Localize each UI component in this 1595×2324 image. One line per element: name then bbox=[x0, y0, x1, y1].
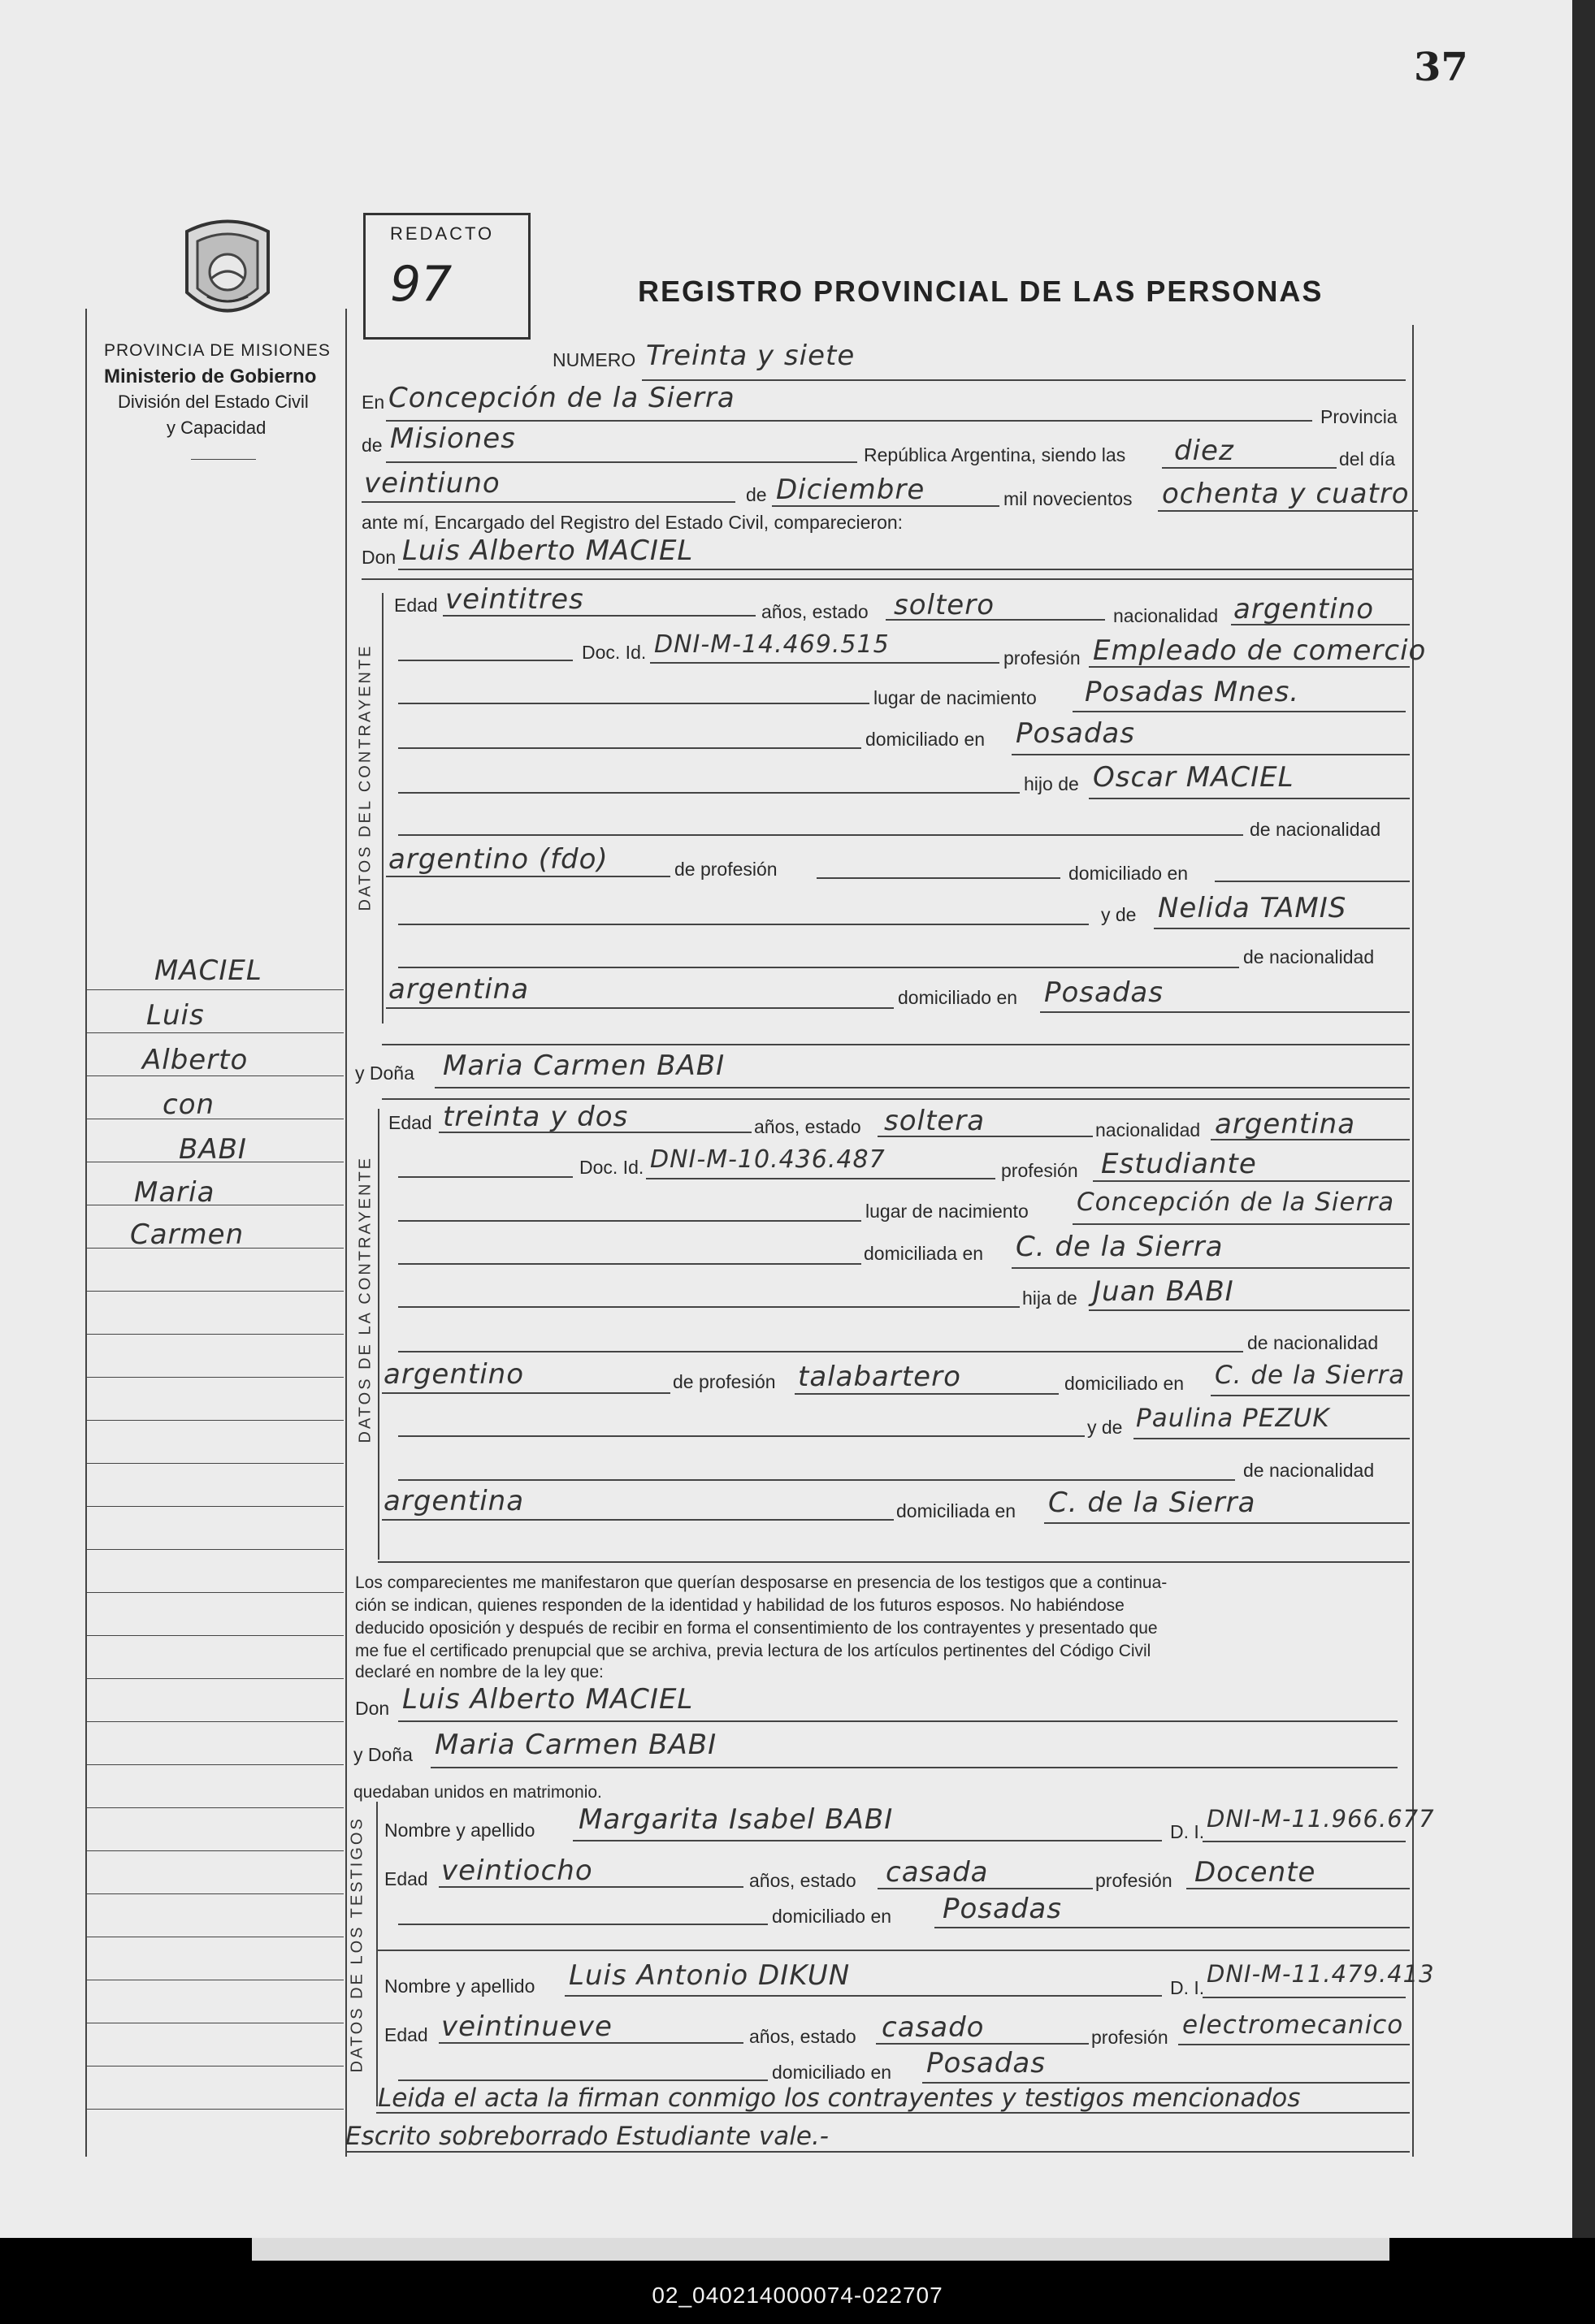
bride-rule bbox=[382, 1098, 1410, 1100]
w2-prof-label: profesión bbox=[1091, 2027, 1168, 2048]
groom-hijo-pre-line bbox=[398, 792, 1020, 794]
bride-padre-line bbox=[1089, 1309, 1410, 1311]
index-rule bbox=[85, 1291, 344, 1292]
redacto-handwriting: 97 bbox=[390, 256, 453, 313]
index-name-6: Maria bbox=[134, 1176, 215, 1209]
w2-nombre: Luis Antonio DIKUN bbox=[569, 1959, 851, 1992]
bride-madre: Paulina PEZUK bbox=[1136, 1404, 1330, 1433]
groom-hijo-label: hijo de bbox=[1024, 773, 1079, 794]
bride-y-de-label: y de bbox=[1087, 1417, 1123, 1438]
bride-padre-dom-line bbox=[1211, 1395, 1410, 1396]
decl-bride-line bbox=[431, 1767, 1398, 1768]
bride-lugar-label: lugar de nacimiento bbox=[865, 1201, 1029, 1222]
bride-hija-pre-line bbox=[398, 1306, 1020, 1308]
groom-dom-pre-line bbox=[398, 747, 861, 749]
groom-y-de-label: y de bbox=[1101, 904, 1137, 925]
page-title: REGISTRO PROVINCIAL DE LAS PERSONAS bbox=[638, 275, 1324, 308]
bride-side-label: DATOS DE LA CONTRAYENTE bbox=[356, 1155, 375, 1443]
mil-label: mil novecientos bbox=[1003, 488, 1133, 509]
bride-estado-label: años, estado bbox=[754, 1116, 861, 1137]
index-rule bbox=[85, 1764, 344, 1765]
month-value: Diciembre bbox=[776, 474, 925, 506]
closing-line-1-rule bbox=[376, 2112, 1410, 2114]
groom-block-frame bbox=[382, 593, 384, 1024]
bride-padre: Juan BABI bbox=[1093, 1275, 1234, 1308]
bride-padre-nac-line bbox=[382, 1392, 670, 1394]
right-frame bbox=[1412, 325, 1414, 2157]
bride-padre-dom: C. de la Sierra bbox=[1215, 1361, 1406, 1390]
bride-madre-nac: argentina bbox=[384, 1485, 525, 1517]
w2-nombre-label: Nombre y apellido bbox=[384, 1976, 535, 1997]
index-rule bbox=[85, 1721, 344, 1722]
place-value: Concepción de la Sierra bbox=[388, 382, 735, 414]
index-rule bbox=[85, 1549, 344, 1550]
bride-doc: DNI-M-10.436.487 bbox=[650, 1145, 886, 1174]
bride-edad-line bbox=[439, 1132, 752, 1133]
index-name-4: con bbox=[163, 1088, 215, 1121]
numero-label: NUMERO bbox=[553, 349, 636, 370]
groom-madre-line bbox=[1154, 928, 1410, 929]
w2-prof-line bbox=[1178, 2044, 1410, 2045]
month-line bbox=[772, 505, 999, 507]
bride-name: Maria Carmen BABI bbox=[443, 1049, 726, 1082]
w2-estado-line bbox=[876, 2043, 1089, 2045]
groom-madre-nac-pre-line bbox=[398, 967, 1239, 968]
unidos-text: quedaban unidos en matrimonio. bbox=[353, 1783, 602, 1802]
groom-edad-label: Edad bbox=[394, 595, 438, 616]
day-value: veintiuno bbox=[364, 467, 501, 500]
groom-end-rule bbox=[382, 1044, 1410, 1045]
w1-edad-line bbox=[439, 1886, 743, 1888]
bride-dom-en-label-2: domiciliada en bbox=[896, 1500, 1016, 1521]
day-line bbox=[362, 501, 735, 503]
groom-dom-line bbox=[1012, 754, 1410, 755]
hour-value: diez bbox=[1174, 435, 1234, 467]
w1-estado-line bbox=[878, 1888, 1093, 1889]
en-label: En bbox=[362, 392, 385, 413]
index-rule bbox=[85, 1635, 344, 1636]
index-rule bbox=[85, 1506, 344, 1507]
bride-profesion: Estudiante bbox=[1101, 1148, 1257, 1180]
sidebar-ministry: Ministerio de Gobierno bbox=[104, 366, 317, 387]
w1-dom-label: domiciliado en bbox=[772, 1906, 892, 1927]
groom-doc-pre-line bbox=[398, 660, 573, 661]
index-name-5: BABI bbox=[179, 1133, 247, 1166]
w1-edad-label: Edad bbox=[384, 1868, 428, 1889]
bride-estado: soltera bbox=[884, 1105, 986, 1137]
bride-lugar-line bbox=[1073, 1223, 1410, 1225]
bride-doc-pre-line bbox=[398, 1176, 573, 1178]
index-rule bbox=[85, 1893, 344, 1894]
bride-lugar-pre-line bbox=[398, 1220, 861, 1222]
de-label: de bbox=[362, 435, 383, 456]
groom-padre-line bbox=[1089, 798, 1410, 799]
bride-nac-label: nacionalidad bbox=[1095, 1119, 1201, 1140]
declaration-line-3: deducido oposición y después de recibir en forma el consentimiento de los contrayentes y presentado que bbox=[355, 1619, 1158, 1638]
w2-edad-label: Edad bbox=[384, 2024, 428, 2045]
groom-padre-nac: argentino (fdo) bbox=[388, 843, 609, 876]
groom-estado-label: años, estado bbox=[761, 601, 869, 622]
redacto-stamp bbox=[363, 213, 531, 340]
index-name-3: Alberto bbox=[142, 1044, 249, 1076]
bride-madre-nac-line bbox=[382, 1519, 894, 1521]
groom-don-label: Don bbox=[362, 547, 397, 568]
groom-domicilio: Posadas bbox=[1016, 717, 1135, 750]
redacto-label: REDACTO bbox=[390, 223, 495, 244]
bride-estado-line bbox=[878, 1136, 1093, 1137]
groom-side-label: DATOS DEL CONTRAYENTE bbox=[356, 643, 375, 911]
sidebar-province: PROVINCIA DE MISIONES bbox=[104, 341, 331, 360]
year-value: ochenta y cuatro bbox=[1162, 478, 1410, 510]
groom-de-nac-label-2: de nacionalidad bbox=[1243, 946, 1375, 967]
w1-estado-label: años, estado bbox=[749, 1870, 856, 1891]
w2-edad-line bbox=[439, 2042, 743, 2044]
w1-dom: Posadas bbox=[943, 1893, 1062, 1925]
coat-of-arms-seal bbox=[175, 215, 280, 329]
groom-name-line bbox=[398, 569, 1414, 570]
witness-side-label: DATOS DE LOS TESTIGOS bbox=[348, 1816, 366, 2073]
w1-di-line bbox=[1203, 1841, 1406, 1842]
w1-profesion: Docente bbox=[1194, 1856, 1316, 1889]
bride-dom-en-label: domiciliado en bbox=[1064, 1373, 1185, 1394]
index-rule bbox=[85, 1032, 344, 1033]
decl-dona-label: y Doña bbox=[353, 1744, 413, 1765]
bride-prof-line bbox=[1093, 1180, 1410, 1182]
index-rule bbox=[85, 1420, 344, 1421]
year-line bbox=[1158, 510, 1418, 512]
w1-nombre-label: Nombre y apellido bbox=[384, 1820, 535, 1841]
index-rule bbox=[85, 989, 344, 990]
bride-name-line bbox=[435, 1087, 1410, 1088]
w2-dom-pre-line bbox=[398, 2079, 768, 2081]
groom-dom-label: domiciliado en bbox=[865, 729, 986, 750]
left-frame bbox=[85, 309, 87, 2157]
bride-block-frame bbox=[378, 1109, 379, 1560]
next-page-edge bbox=[252, 2238, 1389, 2261]
bride-madre-dom-line bbox=[1044, 1522, 1410, 1524]
groom-prof-label: profesión bbox=[1003, 647, 1081, 669]
groom-madre-dom: Posadas bbox=[1044, 976, 1164, 1009]
declaration-line-4: me fue el certificado prenupcial que se archiva, previa lectura de los artículos pertinentes del Código Civil bbox=[355, 1642, 1151, 1660]
bride-nac-pre-line bbox=[398, 1351, 1243, 1352]
groom-lugar-line bbox=[1073, 711, 1406, 712]
decl-groom-line bbox=[398, 1720, 1398, 1722]
index-rule bbox=[85, 1463, 344, 1464]
index-rule bbox=[85, 1592, 344, 1593]
index-rule bbox=[85, 1377, 344, 1378]
groom-lugar-label: lugar de nacimiento bbox=[873, 687, 1037, 708]
bride-de-nac-label-2: de nacionalidad bbox=[1243, 1460, 1375, 1481]
groom-nacionalidad: argentino bbox=[1233, 593, 1374, 625]
bride-y-de-pre-line bbox=[398, 1435, 1085, 1437]
w2-estado: casado bbox=[882, 2011, 985, 2044]
groom-rule bbox=[362, 578, 1414, 580]
decl-bride: Maria Carmen BABI bbox=[435, 1729, 717, 1761]
book-spine bbox=[1572, 0, 1595, 2238]
w1-estado: casada bbox=[886, 1856, 989, 1889]
w2-estado-label: años, estado bbox=[749, 2026, 856, 2047]
bride-de-nac-label: de nacionalidad bbox=[1247, 1332, 1379, 1353]
province-line bbox=[386, 461, 857, 463]
index-rule bbox=[85, 1807, 344, 1808]
bride-end-rule bbox=[378, 1561, 1410, 1563]
groom-padre-prof-line bbox=[817, 877, 1060, 879]
bride-edad-label: Edad bbox=[388, 1112, 432, 1133]
index-rule bbox=[85, 1334, 344, 1335]
bride-madre-nac-pre-line bbox=[398, 1479, 1235, 1481]
bride-hija-label: hija de bbox=[1022, 1288, 1077, 1309]
groom-nac-label: nacionalidad bbox=[1113, 605, 1219, 626]
groom-estado-line bbox=[886, 619, 1105, 621]
del-dia-label: del día bbox=[1339, 448, 1396, 470]
groom-padre: Oscar MACIEL bbox=[1093, 761, 1294, 794]
groom-madre-nac-line bbox=[386, 1007, 894, 1009]
province-value: Misiones bbox=[390, 422, 516, 455]
groom-y-de-pre-line bbox=[398, 924, 1089, 925]
bride-padre-prof-line bbox=[795, 1393, 1059, 1395]
groom-nac-pre-line bbox=[398, 834, 1243, 836]
index-rule bbox=[85, 1678, 344, 1679]
hour-line bbox=[1162, 467, 1337, 469]
bride-doc-label: Doc. Id. bbox=[579, 1157, 644, 1178]
groom-profesion: Empleado de comercio bbox=[1093, 634, 1427, 667]
bride-domicilio: C. de la Sierra bbox=[1016, 1231, 1224, 1263]
sidebar-capacity: y Capacidad bbox=[167, 418, 267, 438]
w1-nombre-line bbox=[573, 1840, 1162, 1841]
witness-block-frame bbox=[376, 1802, 378, 2106]
groom-dom-en-label: domiciliado en bbox=[1068, 863, 1189, 884]
groom-padre-dom-line bbox=[1215, 881, 1410, 882]
republica-label: República Argentina, siendo las bbox=[864, 444, 1126, 465]
place-line bbox=[386, 420, 1312, 422]
groom-name: Luis Alberto MACIEL bbox=[402, 534, 694, 567]
declaration-line-1: Los comparecientes me manifestaron que querían desposarse en presencia de los testigos que a continua- bbox=[355, 1573, 1168, 1592]
declaration-line-2: ción se indican, quienes responden de la identidad y habilidad de los futuros esposos. No habiéndose bbox=[355, 1596, 1125, 1615]
bride-edad: treinta y dos bbox=[443, 1101, 629, 1133]
sidebar-division: División del Estado Civil bbox=[118, 392, 309, 412]
w1-di-label: D. I. bbox=[1170, 1821, 1205, 1842]
groom-edad-line bbox=[443, 615, 756, 617]
w2-dom: Posadas bbox=[926, 2047, 1046, 2079]
groom-doc-label: Doc. Id. bbox=[582, 642, 647, 663]
groom-lugar-pre-line bbox=[398, 703, 869, 704]
groom-madre-nac: argentina bbox=[388, 973, 530, 1006]
bride-nac-line bbox=[1211, 1139, 1410, 1140]
scan-filename: 02_040214000074-022707 bbox=[652, 2283, 943, 2308]
w1-nombre: Margarita Isabel BABI bbox=[579, 1803, 894, 1836]
index-rule bbox=[85, 2109, 344, 2110]
groom-dom-en-label-2: domiciliado en bbox=[898, 987, 1018, 1008]
groom-doc: DNI-M-14.469.515 bbox=[654, 630, 890, 659]
w1-edad: veintiocho bbox=[441, 1854, 593, 1887]
bride-madre-dom: C. de la Sierra bbox=[1048, 1487, 1256, 1519]
de-label-2: de bbox=[746, 484, 767, 505]
bride-lugar: Concepción de la Sierra bbox=[1077, 1188, 1395, 1217]
page-number: 37 bbox=[1414, 45, 1468, 90]
bride-padre-prof: talabartero bbox=[798, 1361, 961, 1393]
w2-nombre-line bbox=[565, 1995, 1162, 1997]
decl-don-label: Don bbox=[355, 1698, 390, 1719]
bride-dom-label: domiciliada en bbox=[864, 1243, 984, 1264]
groom-estado: soltero bbox=[894, 589, 995, 621]
w1-prof-line bbox=[1186, 1888, 1410, 1889]
groom-doc-line bbox=[650, 662, 999, 664]
sidebar-rule bbox=[191, 459, 256, 460]
groom-lugar: Posadas Mnes. bbox=[1085, 676, 1300, 708]
index-name-2: Luis bbox=[146, 999, 205, 1032]
w2-edad: veintinueve bbox=[441, 2010, 613, 2043]
w1-dom-pre-line bbox=[398, 1924, 768, 1925]
groom-prof-line bbox=[1089, 666, 1410, 668]
index-rule bbox=[85, 1850, 344, 1851]
index-name-1: MACIEL bbox=[154, 954, 262, 987]
center-frame bbox=[345, 309, 347, 2157]
numero-line bbox=[642, 379, 1406, 381]
bride-madre-line bbox=[1133, 1438, 1410, 1439]
ante-text: ante mí, Encargado del Registro del Estado Civil, comparecieron: bbox=[362, 512, 904, 533]
bride-dona-label: y Doña bbox=[355, 1062, 414, 1084]
groom-de-prof-label: de profesión bbox=[674, 859, 778, 880]
w2-di-label: D. I. bbox=[1170, 1977, 1205, 1998]
bride-nacionalidad: argentina bbox=[1215, 1108, 1356, 1140]
closing-line-2: Escrito sobreborrado Estudiante vale.- bbox=[345, 2122, 829, 2151]
closing-line-1: Leida el acta la firman conmigo los contrayentes y testigos mencionados bbox=[378, 2084, 1301, 2113]
groom-padre-nac-line bbox=[386, 876, 670, 877]
bride-doc-line bbox=[646, 1178, 995, 1179]
numero-value: Treinta y siete bbox=[646, 340, 856, 372]
groom-madre: Nelida TAMIS bbox=[1158, 892, 1347, 924]
w1-di: DNI-M-11.966.677 bbox=[1207, 1805, 1435, 1833]
bride-padre-nac: argentino bbox=[384, 1358, 524, 1391]
bride-prof-label: profesión bbox=[1001, 1160, 1078, 1181]
decl-groom: Luis Alberto MACIEL bbox=[402, 1683, 694, 1716]
closing-line-2-rule bbox=[345, 2151, 1410, 2153]
bride-dom-line bbox=[1012, 1267, 1410, 1269]
groom-nac-line bbox=[1231, 624, 1410, 625]
bride-dom-pre-line bbox=[398, 1263, 861, 1265]
w2-di-line bbox=[1203, 1997, 1406, 1998]
w1-dom-line bbox=[934, 1927, 1410, 1928]
groom-de-nac-label: de nacionalidad bbox=[1250, 819, 1381, 840]
w2-dom-label: domiciliado en bbox=[772, 2062, 892, 2083]
w2-profesion: electromecanico bbox=[1182, 2010, 1404, 2040]
w1-end-rule bbox=[376, 1950, 1410, 1951]
w2-di: DNI-M-11.479.413 bbox=[1207, 1960, 1435, 1988]
provincia-label: Provincia bbox=[1320, 406, 1398, 427]
groom-madre-dom-line bbox=[1040, 1011, 1410, 1013]
bride-de-prof-label: de profesión bbox=[673, 1371, 776, 1392]
declaration-line-5: declaré en nombre de la ley que: bbox=[355, 1663, 604, 1681]
groom-edad: veintitres bbox=[445, 583, 584, 616]
index-name-7: Carmen bbox=[130, 1218, 245, 1251]
w1-prof-label: profesión bbox=[1095, 1870, 1172, 1891]
